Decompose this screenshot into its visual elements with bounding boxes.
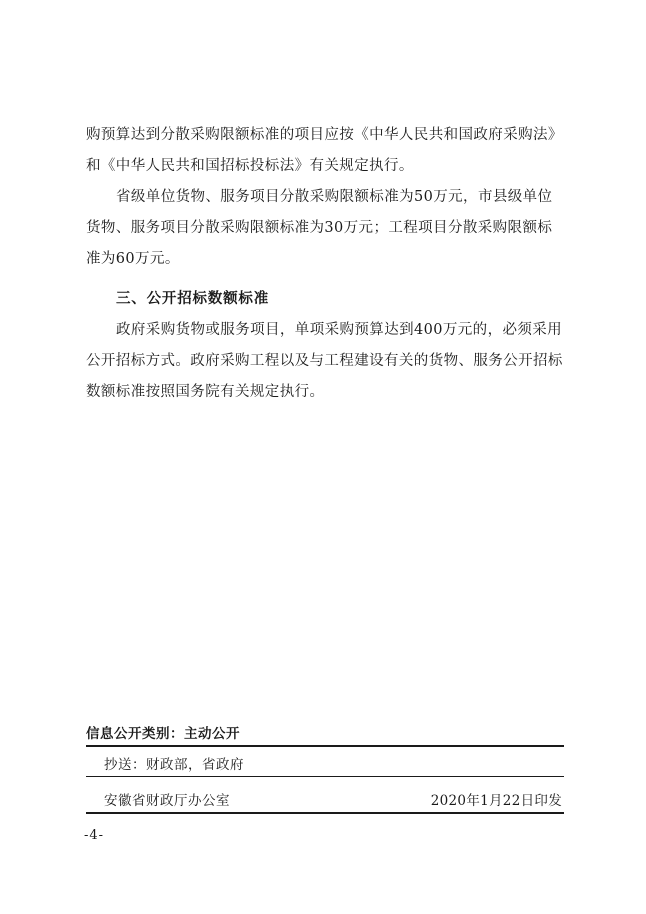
section-heading-3: 三、公开招标数额标准 [116, 291, 269, 307]
body-paragraph-1: 购预算达到分散采购限额标准的项目应按《中华人民共和国政府采购法》和《中华人民共和国招标投标法》有关规定执行。 [86, 127, 563, 174]
issuing-office: 安徽省财政厅办公室 [104, 793, 230, 809]
footer-middle-rule [86, 776, 564, 777]
disclosure-class: 信息公开类别：主动公开 [86, 726, 240, 742]
body-paragraph-3: 政府采购货物或服务项目，单项采购预算达到400万元的，必须采用公开招标方式。政府采购工程以及与工程建设有关的货物、服务公开招标数额标准按照国务院有关规定执行。 [86, 322, 563, 400]
cc-line: 抄送：财政部，省政府 [104, 757, 244, 773]
page-number: -4- [84, 828, 105, 843]
body-paragraph-2: 省级单位货物、服务项目分散采购限额标准为50万元，市县级单位货物、服务项目分散采购限额标准为30万元；工程项目分散采购限额标准为60万元。 [86, 189, 553, 267]
issue-date: 2020年1月22日印发 [430, 793, 562, 809]
footer-top-rule [86, 745, 564, 747]
footer-bottom-rule [86, 812, 564, 814]
